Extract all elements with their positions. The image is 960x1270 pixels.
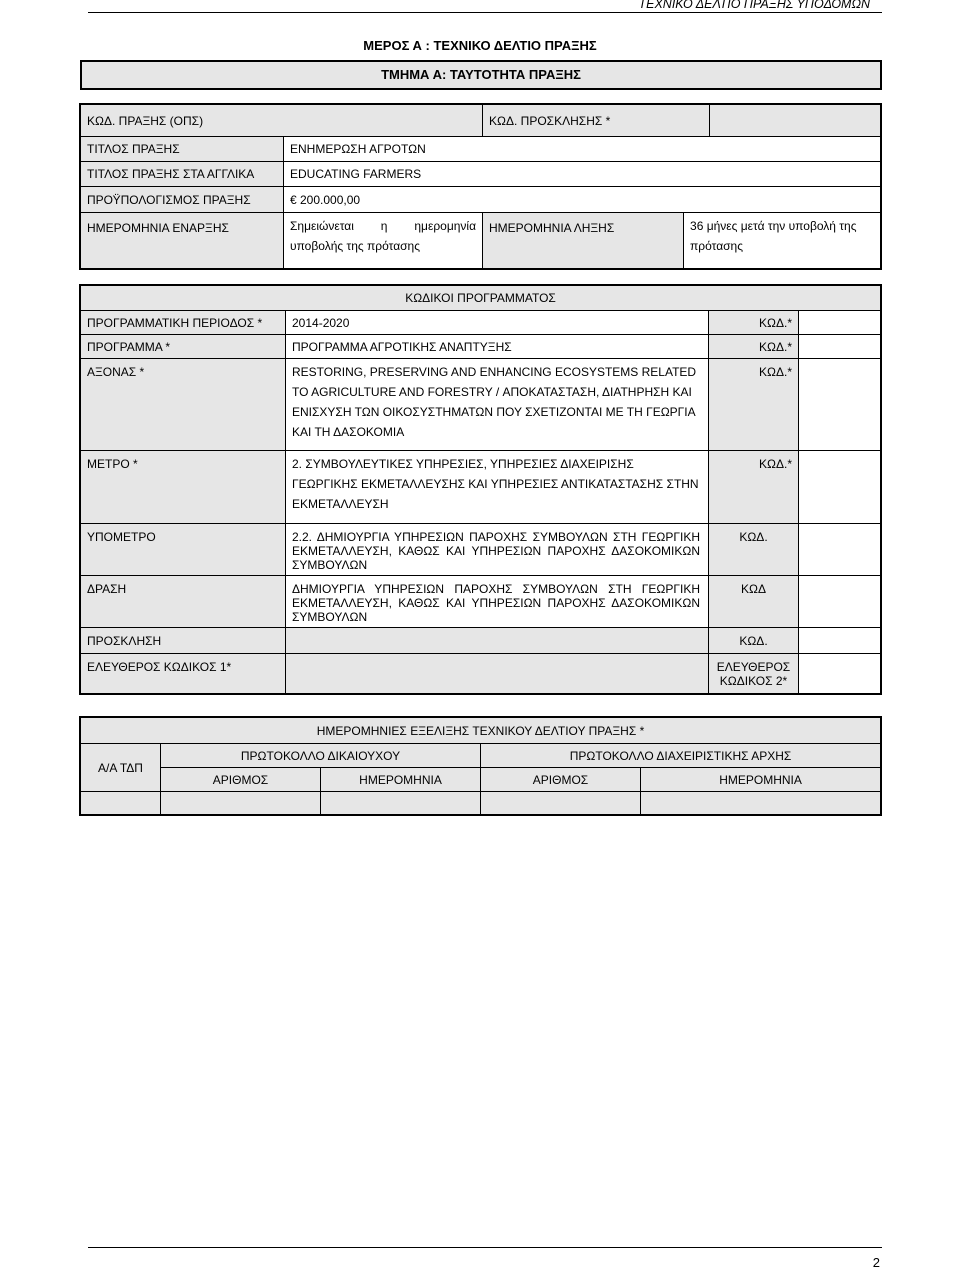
axis-line: ΕΝΙΣΧΥΣΗ ΤΩΝ ΟΙΚΟΣΥΣΤΗΜΑΤΩΝ ΠΟΥ ΣΧΕΤΙΖΟΝΤΑΙ ΜΕ ΤΗ ΓΕΩΡΓΙΑ [292,405,696,419]
free-code-2-label-line-1: ΕΛΕΥΘΕΡΟΣ [716,659,791,674]
ypometro-kod-field[interactable] [799,524,881,576]
start-label: ΗΜΕΡΟΜΗΝΙΑ ΕΝΑΡΞΗΣ [81,213,284,269]
metro-line: ΕΚΜΕΤΑΛΛΕΥΣΗ [292,497,389,511]
dates-title: ΗΜΕΡΟΜΗΝΙΕΣ ΕΞΕΛΙΞΗΣ ΤΕΧΝΙΚΟΥ ΔΕΛΤΙΟΥ ΠΡΑΞΗΣ * [81,718,881,744]
free-code-1-label: ΕΛΕΥΘΕΡΟΣ ΚΩΔΙΚΟΣ 1* [81,654,286,694]
period-label: ΠΡΟΓΡΑΜΜΑΤΙΚΗ ΠΕΡΙΟΔΟΣ * [81,311,286,335]
aa-tdp-label: Α/Α ΤΔΠ [81,744,161,792]
free-code-1-field[interactable] [286,654,709,694]
metro-value[interactable] [286,451,709,524]
end-label: ΗΜΕΡΟΜΗΝΙΑ ΛΗΞΗΣ [483,213,684,269]
program-kod-field[interactable] [799,335,881,359]
page-number: 2 [872,1255,880,1270]
prosklisi-kod-label: ΚΩΔ. [709,628,799,654]
end-value-line-1: 36 μήνες μετά την υποβολή της [690,219,857,233]
ypometro-line: 2.2. ΔΗΜΙΟΥΡΓΙΑ ΥΠΗΡΕΣΙΩΝ ΠΑΡΟΧΗΣ ΣΥΜΒΟΥΛΩΝ ΣΤΗ ΓΕΩΡΓΙΚΗ [292,530,700,544]
axis-line: TO AGRICULTURE AND FORESTRY / ΑΠΟΚΑΤΑΣΤΑΣΗ, ΔΙΑΤΗΡΗΣΗ ΚΑΙ [292,385,692,399]
part-title: ΜΕΡΟΣ Α : ΤΕΧΝΙΚΟ ΔΕΛΤΙΟ ΠΡΑΞΗΣ [363,38,597,53]
titlos-value[interactable]: ΕΝΗΜΕΡΩΣΗ ΑΓΡΟΤΩΝ [284,137,881,162]
program-label: ΠΡΟΓΡΑΜΜΑ * [81,335,286,359]
section-title: ΤΜΗΜΑ Α: ΤΑΥΤΟΤΗΤΑ ΠΡΑΞΗΣ [80,60,882,90]
axis-label: ΑΞΟΝΑΣ * [81,359,286,451]
start-value[interactable] [284,213,483,269]
aa-tdp-field[interactable] [81,792,161,815]
titlos-en-value[interactable]: EDUCATING FARMERS [284,162,881,187]
ypometro-kod-label: ΚΩΔ. [709,524,799,576]
authority-number-field[interactable] [481,792,641,815]
codes-title: ΚΩΔΙΚΟΙ ΠΡΟΓΡΑΜΜΑΤΟΣ [81,286,881,311]
prosklisi-kod-field[interactable] [799,628,881,654]
end-value-line-2: πρότασης [690,239,743,253]
beneficiary-number-field[interactable] [161,792,321,815]
ypometro-line: ΕΚΜΕΤΑΛΛΕΥΣΗ, ΚΑΘΩΣ ΚΑΙ ΥΠΗΡΕΣΙΩΝ ΠΑΡΟΧΗΣ ΔΑΣΟΚΟΜΙΚΩΝ [292,544,700,558]
start-value-line-1: Σημειώνεται η ημερομηνία [290,219,477,233]
beneficiary-number-label: ΑΡΙΘΜΟΣ [161,768,321,792]
program-value[interactable]: ΠΡΟΓΡΑΜΜΑ ΑΓΡΟΤΙΚΗΣ ΑΝΑΠΤΥΞΗΣ [286,335,709,359]
header-divider [88,12,882,13]
footer-divider [88,1247,882,1248]
ypometro-value[interactable] [286,524,709,576]
free-code-2-field[interactable] [799,654,881,694]
free-code-2-label-line-2: ΚΩΔΙΚΟΣ 2* [719,673,788,688]
drasi-line: ΔΗΜΙΟΥΡΓΙΑ ΥΠΗΡΕΣΙΩΝ ΠΑΡΟΧΗΣ ΣΥΜΒΟΥΛΩΝ ΣΤΗ ΓΕΩΡΓΙΚΗ [292,582,700,596]
start-value-line-2: υποβολής της πρότασης [290,239,420,253]
period-value[interactable]: 2014-2020 [286,311,709,335]
authority-protocol-label: ΠΡΩΤΟΚΟΛΛΟ ΔΙΑΧΕΙΡΙΣΤΙΚΗΣ ΑΡΧΗΣ [481,744,881,768]
authority-date-field[interactable] [641,792,881,815]
prosklisi-label: ΠΡΟΣΚΛΗΣΗ [81,628,286,654]
kod-prosklisis-field[interactable] [710,105,881,137]
drasi-line: ΕΚΜΕΤΑΛΛΕΥΣΗ, ΚΑΘΩΣ ΚΑΙ ΥΠΗΡΕΣΙΩΝ ΠΑΡΟΧΗΣ ΔΑΣΟΚΟΜΙΚΩΝ [292,596,700,610]
drasi-kod-label: ΚΩΔ [709,576,799,628]
metro-line: 2. ΣΥΜΒΟΥΛΕΥΤΙΚΕΣ ΥΠΗΡΕΣΙΕΣ, ΥΠΗΡΕΣΙΕΣ ΔΙΑΧΕΙΡΙΣΗΣ [292,457,634,471]
kod-prosklisis-label: ΚΩΔ. ΠΡΟΣΚΛΗΣΗΣ * [483,105,710,137]
prosklisi-value[interactable] [286,628,709,654]
drasi-value[interactable] [286,576,709,628]
metro-kod-label: ΚΩΔ.* [709,451,799,524]
drasi-kod-field[interactable] [799,576,881,628]
beneficiary-date-field[interactable] [321,792,481,815]
titlos-label: ΤΙΤΛΟΣ ΠΡΑΞΗΣ [81,137,284,162]
authority-date-label: ΗΜΕΡΟΜΗΝΙΑ [641,768,881,792]
free-code-2-label [709,654,799,694]
drasi-label: ΔΡΑΣΗ [81,576,286,628]
authority-number-label: ΑΡΙΘΜΟΣ [481,768,641,792]
dates-table [80,717,881,815]
axis-line: ΚΑΙ ΤΗ ΔΑΣΟΚΟΜΙΑ [292,425,405,439]
metro-kod-field[interactable] [799,451,881,524]
ypometro-line: ΣΥΜΒΟΥΛΩΝ [292,558,368,572]
period-kod-field[interactable] [799,311,881,335]
program-kod-label: ΚΩΔ.* [709,335,799,359]
axis-line: RESTORING, PRESERVING AND ENHANCING ECOSYSTEMS RELATED [292,365,697,379]
budget-value[interactable]: € 200.000,00 [284,187,881,213]
document-header-title: ΤΕΧΝΙΚΟ ΔΕΛΤΙΟ ΠΡΑΞΗΣ ΥΠΟΔΟΜΩΝ [638,0,870,11]
titlos-en-label: ΤΙΤΛΟΣ ΠΡΑΞΗΣ ΣΤΑ ΑΓΓΛΙΚΑ [81,162,284,187]
identity-table [80,104,881,269]
beneficiary-date-label: ΗΜΕΡΟΜΗΝΙΑ [321,768,481,792]
end-value[interactable] [684,213,881,269]
beneficiary-protocol-label: ΠΡΩΤΟΚΟΛΛΟ ΔΙΚΑΙΟΥΧΟΥ [161,744,481,768]
axis-kod-field[interactable] [799,359,881,451]
program-codes-table [80,285,881,694]
drasi-line: ΣΥΜΒΟΥΛΩΝ [292,610,368,624]
metro-label: ΜΕΤΡΟ * [81,451,286,524]
kod-praxis-label: ΚΩΔ. ΠΡΑΞΗΣ (ΟΠΣ) [81,105,483,137]
budget-label: ΠΡΟΫΠΟΛΟΓΙΣΜΟΣ ΠΡΑΞΗΣ [81,187,284,213]
ypometro-label: ΥΠΟΜΕΤΡΟ [81,524,286,576]
axis-value[interactable] [286,359,709,451]
metro-line: ΓΕΩΡΓΙΚΗΣ ΕΚΜΕΤΑΛΛΕΥΣΗΣ ΚΑΙ ΥΠΗΡΕΣΙΕΣ ΑΝΤΙΚΑΤΑΣΤΑΣΗΣ ΣΤΗΝ [292,477,699,491]
period-kod-label: ΚΩΔ.* [709,311,799,335]
axis-kod-label: ΚΩΔ.* [709,359,799,451]
